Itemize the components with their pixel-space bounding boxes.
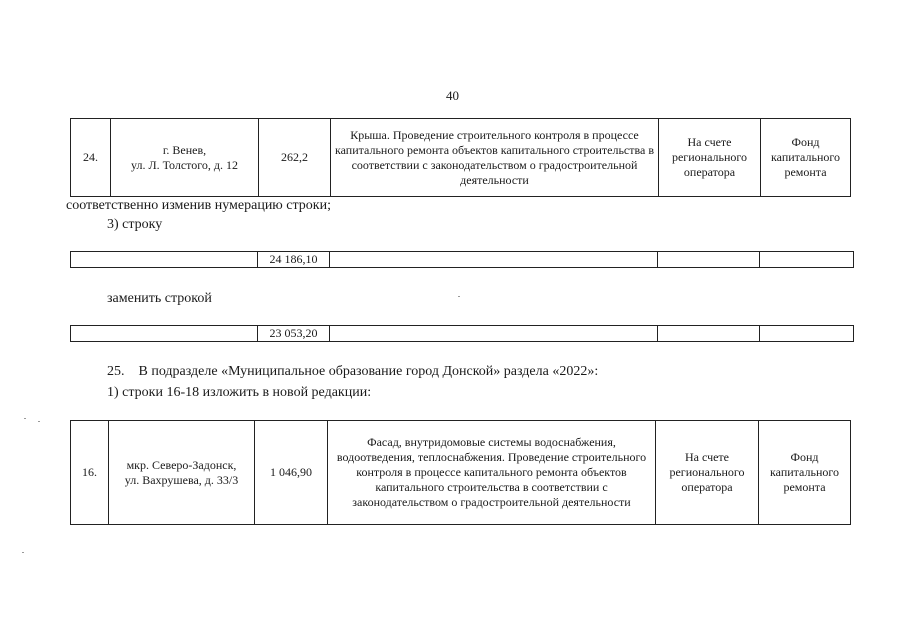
- empty-cell: [760, 252, 854, 268]
- work-description-cell: Фасад, внутридомовые системы водоснабжения, водоотведения, теплоснабжения. Проведение строительного контроля в процессе капитального ремонта объектов капитального строительства в соответствии с законодательством о градостроительной деятельности: [328, 421, 656, 525]
- cost-cell: 262,2: [259, 119, 331, 197]
- empty-cell: [71, 252, 258, 268]
- scan-speck: [38, 421, 40, 422]
- page-number: 40: [446, 88, 459, 103]
- text-item-1: 1) строки 16-18 изложить в новой редакции:: [107, 385, 372, 400]
- text-renumber: соответственно изменив нумерацию строки;: [66, 198, 331, 213]
- text-item-25: 25. В подразделе «Муниципальное образование город Донской» раздела «2022»:: [107, 364, 599, 379]
- account-cell: На счете регионального оператора: [656, 421, 759, 525]
- work-description-cell: Крыша. Проведение строительного контроля в процессе капитального ремонта объектов капитального строительства в соответствии с законодательством о градостроительной деятельности: [331, 119, 659, 197]
- empty-cell: [330, 252, 658, 268]
- address-line2: ул. Л. Толстого, д. 12: [131, 157, 238, 172]
- table-row-24: [70, 118, 851, 197]
- table-row-old: [70, 251, 854, 268]
- empty-cell: [71, 326, 258, 342]
- total-value-old: 24 186,10: [258, 252, 330, 268]
- scan-speck: [24, 418, 26, 419]
- scan-speck: [22, 552, 24, 553]
- address-cell: [111, 119, 259, 197]
- text-item-3: 3) строку: [107, 217, 163, 232]
- total-value-new: 23 053,20: [258, 326, 330, 342]
- empty-cell: [330, 326, 658, 342]
- empty-cell: [760, 326, 854, 342]
- empty-cell: [658, 326, 760, 342]
- text-replace: заменить строкой: [107, 291, 212, 306]
- row-number: 16.: [71, 421, 109, 525]
- table-row-new: [70, 325, 854, 342]
- table-row-16: [70, 420, 851, 525]
- account-cell: На счете регионального оператора: [659, 119, 761, 197]
- address-line1: г. Венев,: [162, 142, 207, 157]
- fund-cell: Фонд капитального ремонта: [761, 119, 851, 197]
- address-line2: ул. Вахрушева, д. 33/3: [124, 472, 239, 487]
- scan-speck: [458, 296, 460, 297]
- cost-cell: 1 046,90: [255, 421, 328, 525]
- address-cell: [109, 421, 255, 525]
- fund-cell: Фонд капитального ремонта: [759, 421, 851, 525]
- row-number: 24.: [71, 119, 111, 197]
- empty-cell: [658, 252, 760, 268]
- address-line1: мкр. Северо-Задонск,: [126, 457, 237, 472]
